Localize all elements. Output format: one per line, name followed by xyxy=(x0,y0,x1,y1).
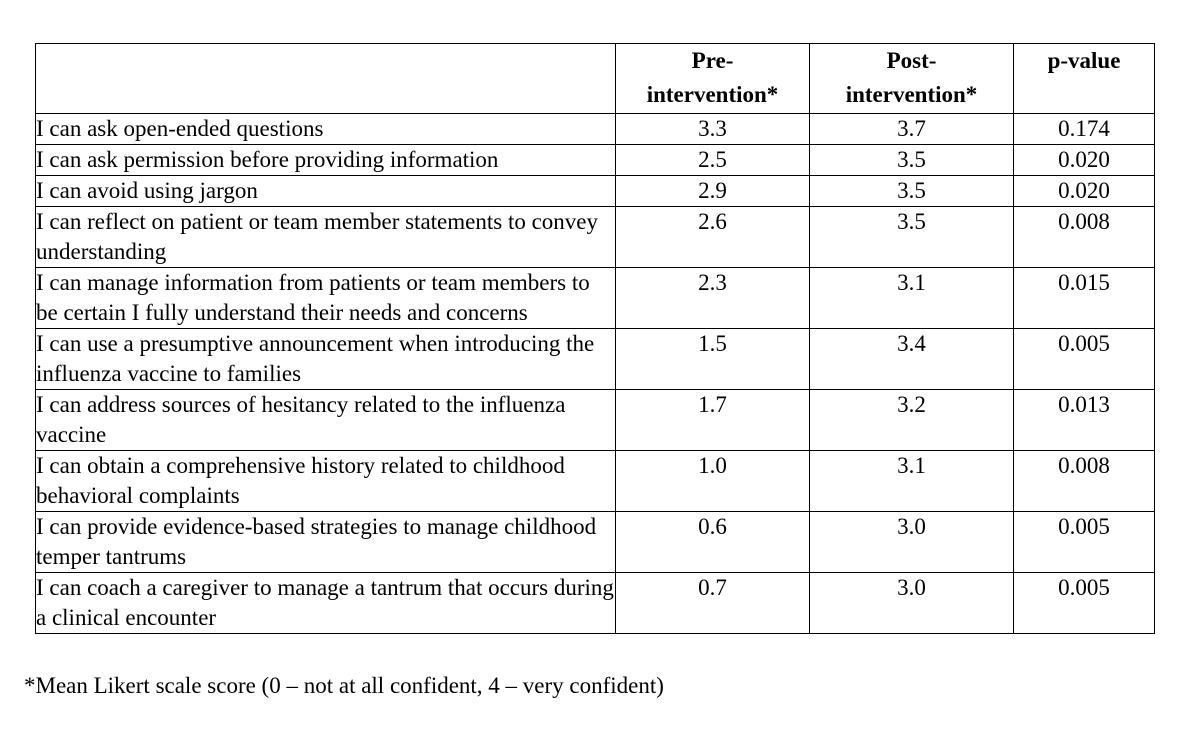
pre-score-cell: 1.7 xyxy=(616,390,810,451)
header-post-line2: intervention* xyxy=(845,82,978,107)
post-score-cell: 3.1 xyxy=(810,268,1014,329)
statement-cell: I can use a presumptive announcement when introducing the influenza vaccine to families xyxy=(36,329,616,390)
table-row xyxy=(36,268,1155,329)
statement-cell: I can obtain a comprehensive history related to childhood behavioral complaints xyxy=(36,451,616,512)
results-table-container xyxy=(35,43,1155,634)
pre-score-cell: 2.9 xyxy=(616,176,810,207)
table-row xyxy=(36,512,1155,573)
p-value-cell: 0.013 xyxy=(1014,390,1155,451)
p-value-cell: 0.008 xyxy=(1014,207,1155,268)
p-value-cell: 0.015 xyxy=(1014,268,1155,329)
header-post-intervention xyxy=(810,44,1014,114)
statement-cell: I can manage information from patients or team members to be certain I fully understand their needs and concerns xyxy=(36,268,616,329)
table-row xyxy=(36,573,1155,634)
table-row xyxy=(36,390,1155,451)
post-score-cell: 3.4 xyxy=(810,329,1014,390)
statement-cell: I can provide evidence-based strategies to manage childhood temper tantrums xyxy=(36,512,616,573)
pre-score-cell: 0.7 xyxy=(616,573,810,634)
post-score-cell: 3.7 xyxy=(810,114,1014,145)
table-row xyxy=(36,114,1155,145)
header-post-line1: Post- xyxy=(886,48,937,73)
pre-score-cell: 0.6 xyxy=(616,512,810,573)
table-row xyxy=(36,329,1155,390)
post-score-cell: 3.0 xyxy=(810,573,1014,634)
p-value-cell: 0.005 xyxy=(1014,329,1155,390)
header-pre-intervention xyxy=(616,44,810,114)
p-value-cell: 0.020 xyxy=(1014,176,1155,207)
p-value-cell: 0.174 xyxy=(1014,114,1155,145)
statement-cell: I can ask open-ended questions xyxy=(36,114,616,145)
header-row xyxy=(36,44,1155,114)
post-score-cell: 3.5 xyxy=(810,176,1014,207)
table-row xyxy=(36,145,1155,176)
p-value-cell: 0.005 xyxy=(1014,512,1155,573)
pre-score-cell: 2.5 xyxy=(616,145,810,176)
post-score-cell: 3.1 xyxy=(810,451,1014,512)
statement-cell: I can reflect on patient or team member statements to convey understanding xyxy=(36,207,616,268)
p-value-cell: 0.005 xyxy=(1014,573,1155,634)
pre-score-cell: 3.3 xyxy=(616,114,810,145)
pre-score-cell: 2.6 xyxy=(616,207,810,268)
pre-score-cell: 2.3 xyxy=(616,268,810,329)
statement-cell: I can ask permission before providing information xyxy=(36,145,616,176)
header-pre-line1: Pre- xyxy=(691,48,734,73)
header-p-value: p-value xyxy=(1014,44,1155,114)
table-row xyxy=(36,176,1155,207)
p-value-cell: 0.020 xyxy=(1014,145,1155,176)
header-statement xyxy=(36,44,616,114)
post-score-cell: 3.5 xyxy=(810,145,1014,176)
statement-cell: I can coach a caregiver to manage a tantrum that occurs during a clinical encounter xyxy=(36,573,616,634)
pre-score-cell: 1.5 xyxy=(616,329,810,390)
statement-cell: I can address sources of hesitancy related to the influenza vaccine xyxy=(36,390,616,451)
post-score-cell: 3.0 xyxy=(810,512,1014,573)
table-row xyxy=(36,207,1155,268)
pre-score-cell: 1.0 xyxy=(616,451,810,512)
header-pre-line2: intervention* xyxy=(646,82,779,107)
table-footnote: *Mean Likert scale score (0 – not at all confident, 4 – very confident) xyxy=(24,673,664,698)
post-score-cell: 3.5 xyxy=(810,207,1014,268)
p-value-cell: 0.008 xyxy=(1014,451,1155,512)
statement-cell: I can avoid using jargon xyxy=(36,176,616,207)
table-row xyxy=(36,451,1155,512)
results-table xyxy=(35,43,1155,634)
post-score-cell: 3.2 xyxy=(810,390,1014,451)
